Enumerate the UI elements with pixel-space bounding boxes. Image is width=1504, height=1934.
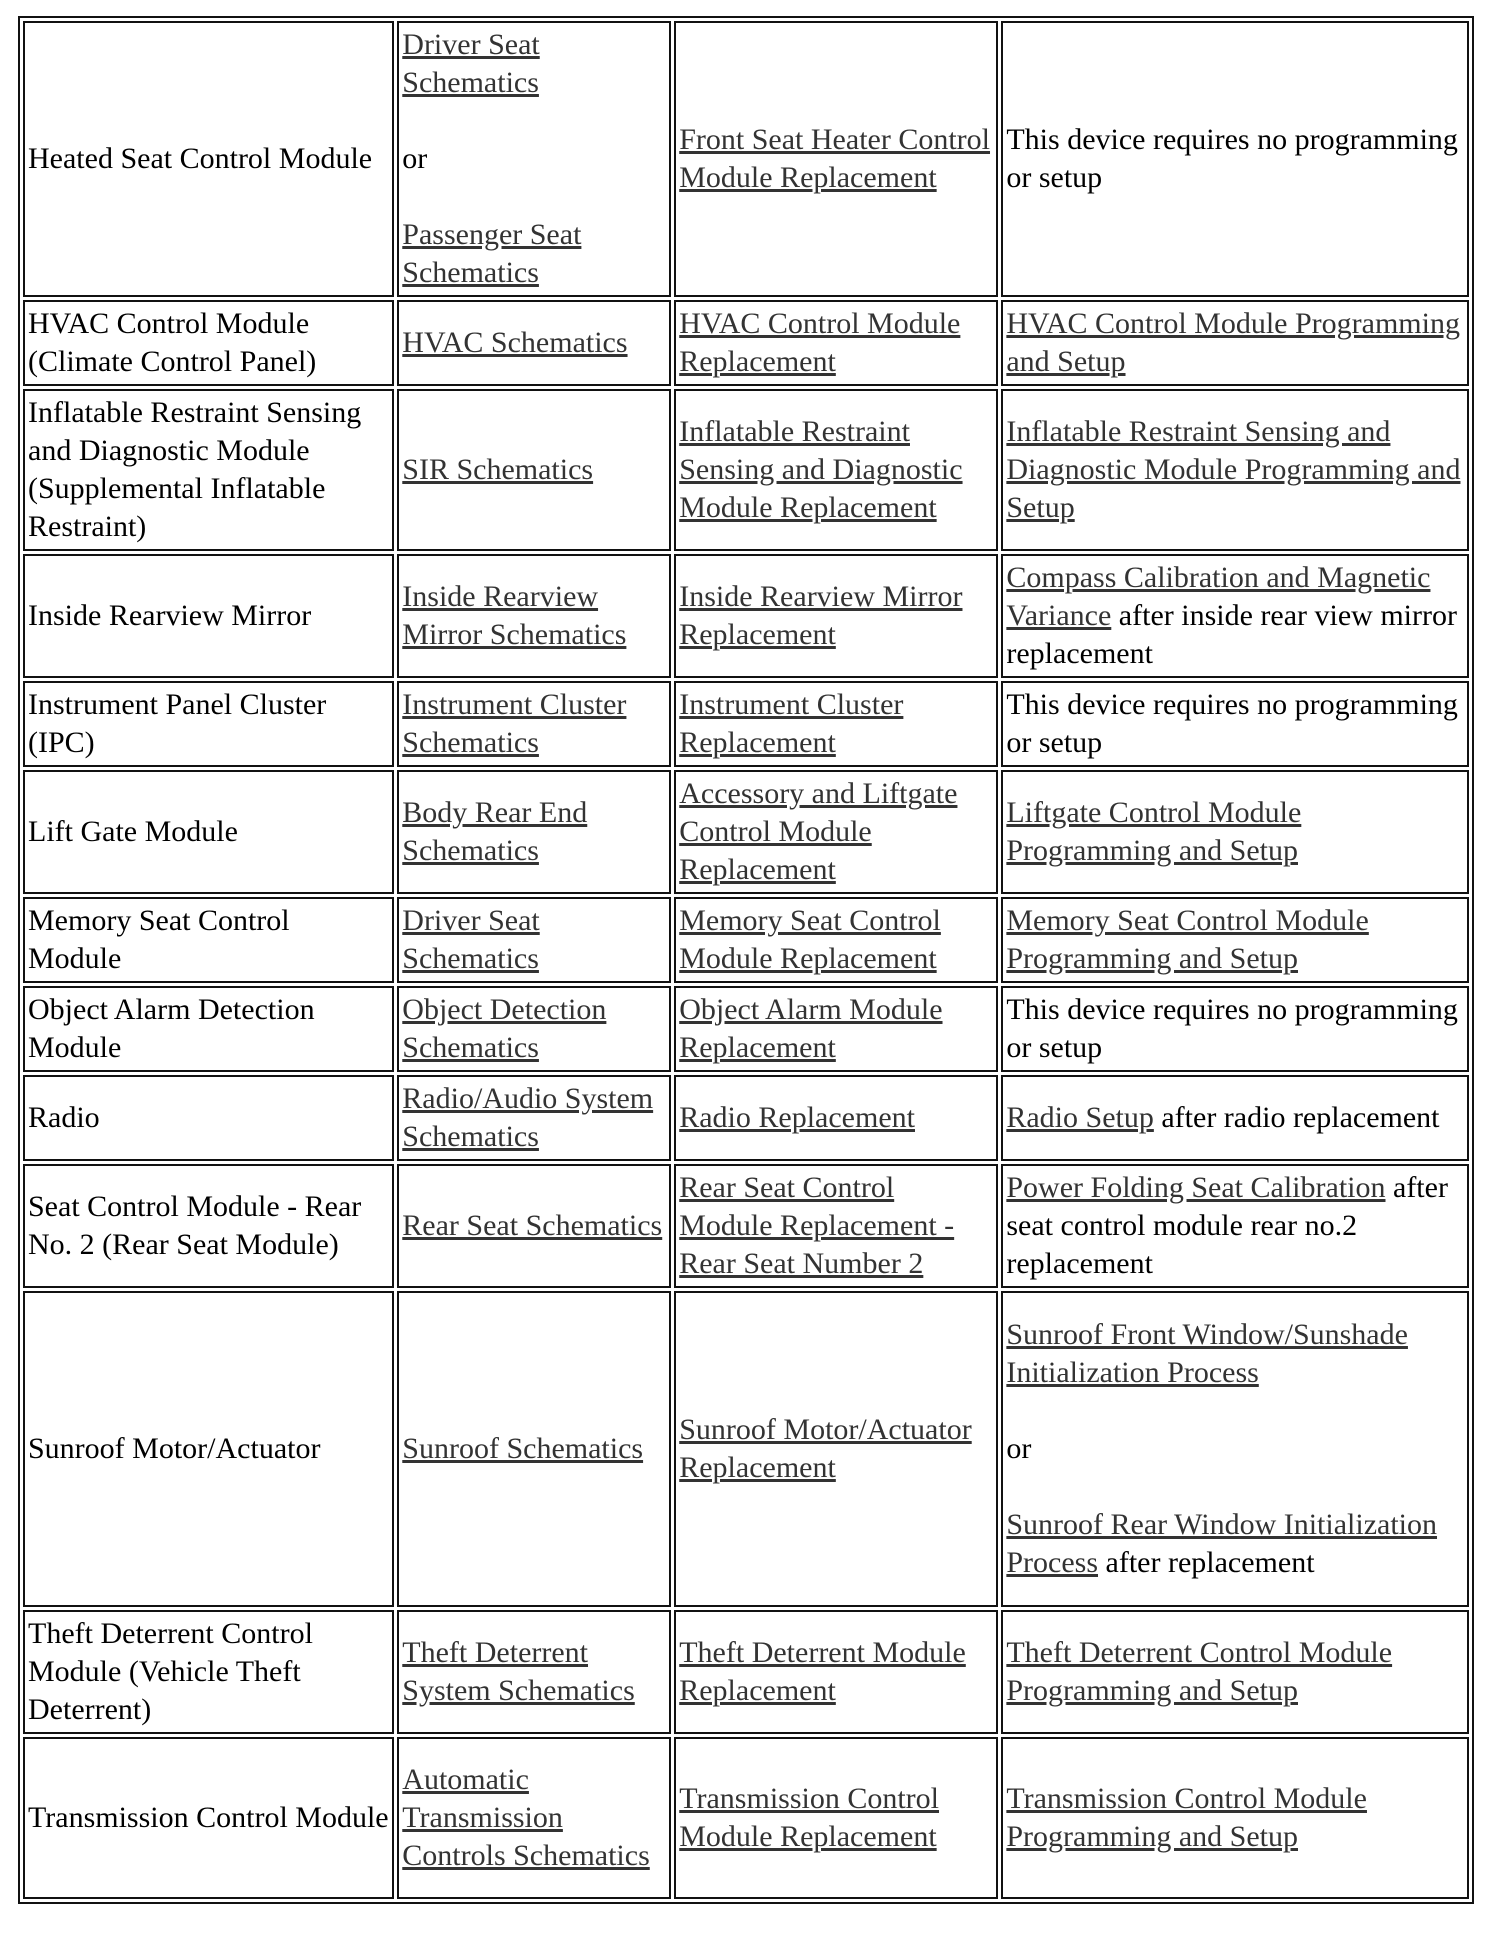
module-name: Inside Rearview Mirror <box>23 554 394 678</box>
replacement-cell <box>674 21 998 297</box>
table-row <box>23 1610 1469 1734</box>
replacement-cell <box>674 300 998 386</box>
programming-note: after radio replacement <box>1153 1101 1440 1134</box>
table-row <box>23 1164 1469 1288</box>
replacement-link[interactable]: Sunroof Motor/Actuator Replacement <box>679 1413 972 1484</box>
replacement-link[interactable]: Front Seat Heater Control Module Replacement <box>679 123 991 194</box>
schematics-cell <box>397 1610 671 1734</box>
replacement-cell <box>674 1075 998 1161</box>
replacement-link[interactable]: HVAC Control Module Replacement <box>679 307 961 378</box>
table-row <box>23 770 1469 894</box>
schematics-link[interactable]: Automatic Transmission Controls Schematics <box>402 1763 650 1872</box>
module-name: Sunroof Motor/Actuator <box>23 1291 394 1607</box>
replacement-cell <box>674 681 998 767</box>
replacement-link[interactable]: Memory Seat Control Module Replacement <box>679 904 941 975</box>
schematics-cell <box>397 21 671 297</box>
programming-link[interactable]: Inflatable Restraint Sensing and Diagnostic Module Programming and Setup <box>1006 415 1461 524</box>
replacement-link[interactable]: Rear Seat Control Module Replacement - Rear Seat Number 2 <box>679 1171 955 1280</box>
replacement-cell <box>674 389 998 551</box>
programming-cell <box>1001 770 1469 894</box>
module-table <box>18 16 1474 1904</box>
or-text: or <box>402 142 428 175</box>
document-page <box>18 16 1474 1904</box>
replacement-link[interactable]: Radio Replacement <box>679 1101 915 1134</box>
table-row <box>23 554 1469 678</box>
programming-cell <box>1001 1291 1469 1607</box>
module-name: HVAC Control Module (Climate Control Panel) <box>23 300 394 386</box>
replacement-link[interactable]: Transmission Control Module Replacement <box>679 1782 940 1853</box>
schematics-cell <box>397 897 671 983</box>
table-row <box>23 1075 1469 1161</box>
schematics-link[interactable]: Instrument Cluster Schematics <box>402 688 627 759</box>
programming-note: after seat control module rear no.2 replacement <box>1006 1171 1448 1280</box>
module-name: Memory Seat Control Module <box>23 897 394 983</box>
programming-cell <box>1001 1610 1469 1734</box>
schematics-cell <box>397 1164 671 1288</box>
programming-link[interactable]: Power Folding Seat Calibration <box>1006 1171 1386 1204</box>
programming-cell: This device requires no programming or setup <box>1001 21 1469 297</box>
schematics-link[interactable]: Radio/Audio System Schematics <box>402 1082 654 1153</box>
schematics-cell <box>397 770 671 894</box>
programming-link[interactable]: Transmission Control Module Programming and Setup <box>1006 1782 1367 1853</box>
programming-cell <box>1001 1164 1469 1288</box>
schematics-link[interactable]: Driver Seat Schematics <box>402 28 540 99</box>
table-row <box>23 389 1469 551</box>
schematics-cell <box>397 1291 671 1607</box>
replacement-cell <box>674 554 998 678</box>
replacement-link[interactable]: Inside Rearview Mirror Replacement <box>679 580 963 651</box>
programming-note: after replacement <box>1098 1546 1315 1579</box>
programming-link[interactable]: Radio Setup <box>1006 1101 1154 1134</box>
module-name: Inflatable Restraint Sensing and Diagnostic Module (Supplemental Inflatable Restraint) <box>23 389 394 551</box>
schematics-link[interactable]: HVAC Schematics <box>402 326 628 359</box>
replacement-cell <box>674 770 998 894</box>
replacement-link[interactable]: Theft Deterrent Module Replacement <box>679 1636 966 1707</box>
schematics-link[interactable]: Object Detection Schematics <box>402 993 607 1064</box>
programming-cell <box>1001 1737 1469 1899</box>
programming-cell: This device requires no programming or setup <box>1001 681 1469 767</box>
schematics-cell <box>397 389 671 551</box>
programming-link[interactable]: Liftgate Control Module Programming and Setup <box>1006 796 1302 867</box>
programming-cell <box>1001 389 1469 551</box>
module-name: Transmission Control Module <box>23 1737 394 1899</box>
replacement-cell <box>674 1164 998 1288</box>
schematics-cell <box>397 1075 671 1161</box>
programming-cell: This device requires no programming or setup <box>1001 986 1469 1072</box>
schematics-cell <box>397 986 671 1072</box>
schematics-cell <box>397 681 671 767</box>
schematics-link[interactable]: Body Rear End Schematics <box>402 796 588 867</box>
table-row <box>23 897 1469 983</box>
module-name: Instrument Panel Cluster (IPC) <box>23 681 394 767</box>
schematics-link[interactable]: Rear Seat Schematics <box>402 1209 663 1242</box>
module-name: Radio <box>23 1075 394 1161</box>
programming-cell <box>1001 1075 1469 1161</box>
table-row <box>23 986 1469 1072</box>
table-row <box>23 1291 1469 1607</box>
replacement-cell <box>674 1610 998 1734</box>
schematics-link[interactable]: Driver Seat Schematics <box>402 904 540 975</box>
replacement-cell <box>674 1737 998 1899</box>
schematics-link[interactable]: SIR Schematics <box>402 453 594 486</box>
programming-link[interactable]: Sunroof Front Window/Sunshade Initialization Process <box>1006 1318 1408 1389</box>
module-name: Theft Deterrent Control Module (Vehicle Theft Deterrent) <box>23 1610 394 1734</box>
or-text: or <box>1006 1432 1032 1465</box>
programming-link[interactable]: Memory Seat Control Module Programming and Setup <box>1006 904 1369 975</box>
module-name: Heated Seat Control Module <box>23 21 394 297</box>
table-row <box>23 300 1469 386</box>
schematics-link[interactable]: Inside Rearview Mirror Schematics <box>402 580 627 651</box>
programming-cell <box>1001 897 1469 983</box>
schematics-link[interactable]: Sunroof Schematics <box>402 1432 644 1465</box>
module-name: Seat Control Module - Rear No. 2 (Rear Seat Module) <box>23 1164 394 1288</box>
replacement-link[interactable]: Accessory and Liftgate Control Module Replacement <box>679 777 958 886</box>
replacement-cell <box>674 986 998 1072</box>
programming-link[interactable]: Theft Deterrent Control Module Programming and Setup <box>1006 1636 1393 1707</box>
schematics-link[interactable]: Passenger Seat Schematics <box>402 218 582 289</box>
schematics-cell <box>397 1737 671 1899</box>
programming-note: after inside rear view mirror replacement <box>1006 599 1457 670</box>
schematics-link[interactable]: Theft Deterrent System Schematics <box>402 1636 635 1707</box>
programming-cell <box>1001 554 1469 678</box>
schematics-cell <box>397 554 671 678</box>
table-row <box>23 21 1469 297</box>
replacement-cell <box>674 1291 998 1607</box>
replacement-link[interactable]: Instrument Cluster Replacement <box>679 688 904 759</box>
programming-link[interactable]: Sunroof Rear Window Initialization Process <box>1006 1508 1438 1579</box>
programming-cell <box>1001 300 1469 386</box>
programming-link[interactable]: HVAC Control Module Programming and Setup <box>1006 307 1460 378</box>
replacement-link[interactable]: Object Alarm Module Replacement <box>679 993 943 1064</box>
module-name: Object Alarm Detection Module <box>23 986 394 1072</box>
schematics-cell <box>397 300 671 386</box>
table-row <box>23 1737 1469 1899</box>
replacement-cell <box>674 897 998 983</box>
replacement-link[interactable]: Inflatable Restraint Sensing and Diagnostic Module Replacement <box>679 415 963 524</box>
programming-link[interactable]: Compass Calibration and Magnetic Variance <box>1006 561 1431 632</box>
table-row <box>23 681 1469 767</box>
module-name: Lift Gate Module <box>23 770 394 894</box>
